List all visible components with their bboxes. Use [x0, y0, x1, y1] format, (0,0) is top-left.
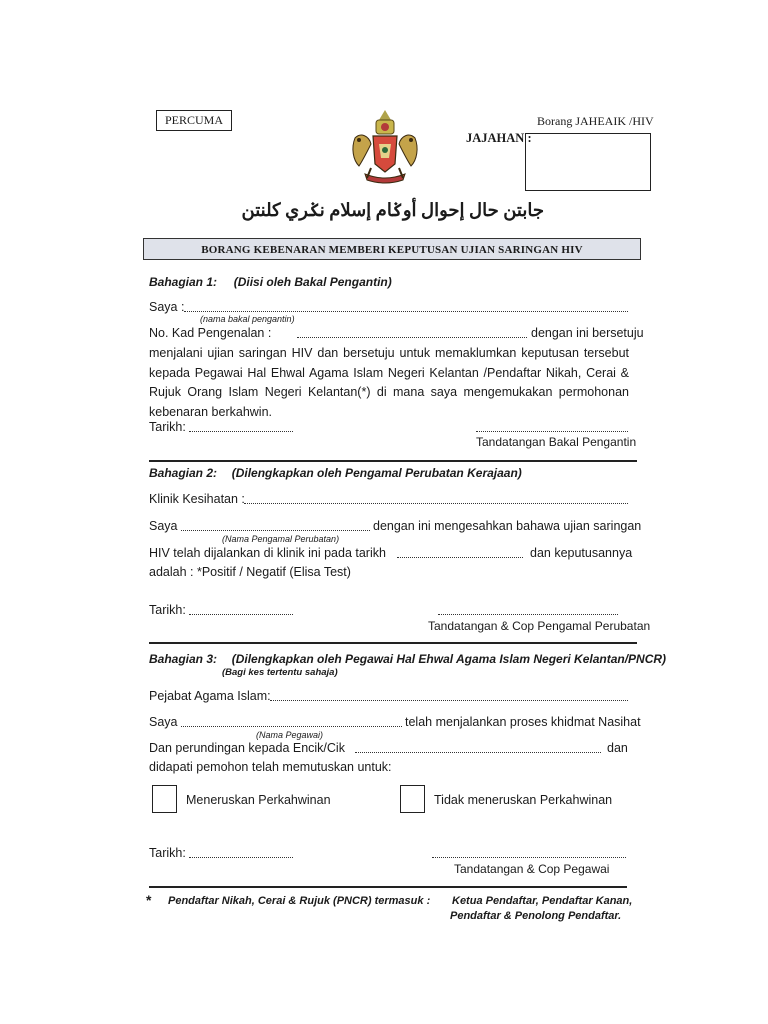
section2-date-label: Tarikh: [149, 603, 186, 617]
footnote-right-line2: Pendaftar & Penolong Pendaftar. [450, 910, 622, 922]
section2-heading [149, 466, 522, 480]
section1-signature-field[interactable] [476, 422, 628, 432]
section3-counsel-label: Dan perundingan kepada Encik/Cik [149, 741, 345, 755]
section3-heading-num: Bahagian 3: [149, 652, 218, 666]
section3-client-field[interactable] [355, 743, 601, 753]
continue-marriage-checkbox[interactable] [152, 785, 177, 813]
section2-signature-label: Tandatangan & Cop Pengamal Perubatan [428, 619, 651, 633]
section2-date-field[interactable] [189, 605, 293, 615]
jajahan-label: JAJAHAN : [466, 131, 532, 145]
section3-saya-hint: (Nama Pegawai) [256, 730, 324, 740]
section1-ic-field[interactable] [297, 328, 527, 338]
title-bar [143, 238, 641, 260]
section3-office-label: Pejabat Agama Islam: [149, 689, 271, 703]
section3-heading [149, 652, 666, 666]
section1-signature-label: Tandatangan Bakal Pengantin [476, 435, 637, 449]
divider-3 [149, 886, 627, 888]
free-label: PERCUMA [164, 113, 223, 127]
footnote-left: Pendaftar Nikah, Cerai & Rujuk (PNCR) termasuk : [168, 895, 431, 907]
footnote-asterisk: * [146, 892, 152, 908]
section2-doctor-field[interactable] [181, 521, 370, 531]
section3-signature-field[interactable] [432, 848, 626, 858]
section3-heading-sub: (Bagi kes tertentu sahaja) [222, 667, 338, 678]
section2-result-line: adalah : *Positif / Negatif (Elisa Test) [149, 565, 351, 579]
section2-heading-note: (Dilengkapkan oleh Pengamal Perubatan Kerajaan) [231, 466, 522, 480]
section3-office-field[interactable] [270, 691, 628, 701]
section3-heading-note: (Dilengkapkan oleh Pegawai Hal Ehwal Agama Islam Negeri Kelantan/PNCR) [231, 652, 667, 666]
section1-heading-note: (Diisi oleh Bakal Pengantin) [233, 275, 392, 289]
continue-marriage-label: Meneruskan Perkahwinan [186, 793, 331, 807]
section3-signature-label: Tandatangan & Cop Pegawai [454, 862, 610, 876]
section2-hiv-suffix: dan keputusannya [530, 546, 633, 560]
footnote-right-line1: Ketua Pendaftar, Pendaftar Kanan, [452, 895, 633, 907]
section3-saya-label: Saya [149, 715, 178, 729]
section3-officer-field[interactable] [181, 717, 402, 727]
section3-counsel-suffix: dan [607, 741, 628, 755]
free-label-box [156, 110, 232, 131]
section1-heading-num: Bahagian 1: [149, 275, 218, 289]
section1-heading [149, 275, 392, 289]
section1-ic-label: No. Kad Pengenalan : [149, 326, 272, 340]
section1-name-field[interactable] [184, 302, 628, 312]
section3-date-label: Tarikh: [149, 846, 186, 860]
section2-heading-num: Bahagian 2: [149, 466, 218, 480]
section1-ic-suffix: dengan ini bersetuju [531, 326, 644, 340]
section1-paragraph: menjalani ujian saringan HIV dan bersetuju untuk memaklumkan keputusan tersebut kepada Pegawai Hal Ehwal Agama Islam Negeri Kelantan /Pendaftar Nikah, Cerai & Rujuk Orang Islam Negeri Kelantan(*) di mana saya mengemukakan permohonan kebenaran berkahwin. [149, 346, 629, 419]
section2-saya-hint: (Nama Pengamal Perubatan) [222, 534, 340, 544]
stop-marriage-label: Tidak meneruskan Perkahwinan [434, 793, 613, 807]
section1-saya-hint: (nama bakal pengantin) [200, 314, 295, 324]
section3-decision-line: didapati pemohon telah memutuskan untuk: [149, 760, 392, 774]
section1-date-field[interactable] [189, 422, 293, 432]
section2-test-date-field[interactable] [397, 548, 523, 558]
section1-date-label: Tarikh: [149, 420, 186, 434]
stop-marriage-checkbox[interactable] [400, 785, 425, 813]
section2-clinic-field[interactable] [244, 494, 628, 504]
form-code: Borang JAHEAIK /HIV [537, 114, 654, 128]
section2-saya-suffix: dengan ini mengesahkan bahawa ujian saringan [373, 519, 642, 533]
kelantan-crest-icon [345, 108, 425, 188]
section2-clinic-label: Klinik Kesihatan : [149, 492, 245, 506]
department-jawi: جابتن حال إحوال أوݢام إسلام نݢري كلنتن [241, 200, 544, 220]
divider-1 [149, 460, 637, 462]
divider-2 [149, 642, 637, 644]
section2-saya-label: Saya [149, 519, 178, 533]
section2-signature-field[interactable] [438, 605, 618, 615]
section2-hiv-label: HIV telah dijalankan di klinik ini pada tarikh [149, 546, 386, 560]
section3-saya-suffix: telah menjalankan proses khidmat Nasihat [405, 715, 641, 729]
jajahan-field[interactable] [525, 133, 651, 191]
section3-date-field[interactable] [189, 848, 293, 858]
section1-saya-label: Saya : [149, 300, 185, 314]
form-title: BORANG KEBENARAN MEMBERI KEPUTUSAN UJIAN SARINGAN HIV [201, 244, 583, 256]
